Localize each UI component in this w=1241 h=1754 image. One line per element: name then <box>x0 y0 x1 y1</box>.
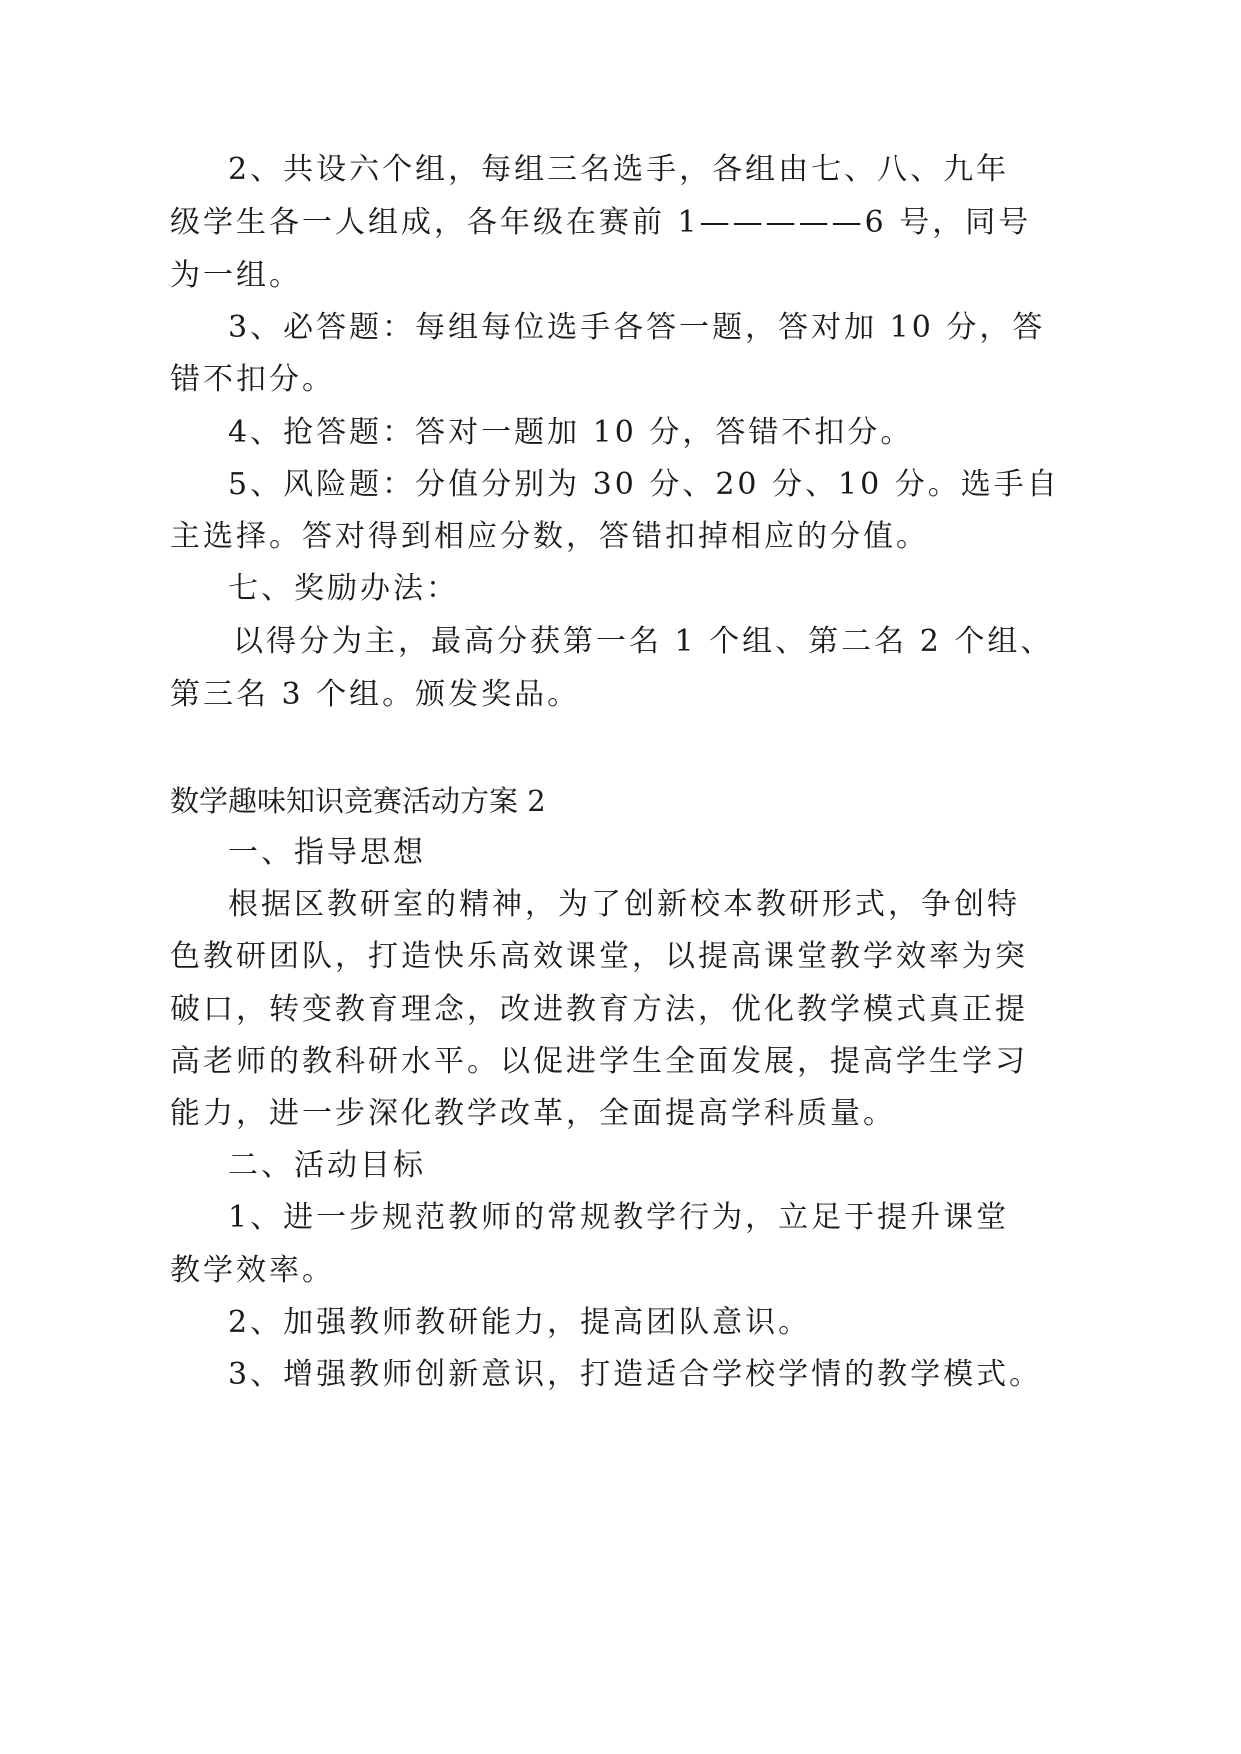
guiding-paragraph-line-4: 高老师的教科研水平。以促进学生全面发展，提高学生学习 <box>170 1044 1028 1079</box>
rule-item-2-line-1: 2、共设六个组，每组三名选手，各组由七、八、九年 <box>228 152 1010 187</box>
guiding-paragraph-line-3: 破口，转变教育理念，改进教育方法，优化教学模式真正提 <box>170 992 1028 1027</box>
section-title: 数学趣味知识竞赛活动方案 2 <box>170 784 546 818</box>
goal-3-line-1: 3、增强教师创新意识，打造适合学校学情的教学模式。 <box>228 1357 1043 1392</box>
rule-item-5-line-2: 主选择。答对得到相应分数，答错扣掉相应的分值。 <box>170 519 929 554</box>
rule-item-3-line-1: 3、必答题：每组每位选手各答一题，答对加 10 分，答 <box>228 310 1046 345</box>
rule-item-2-line-3: 为一组。 <box>170 258 302 293</box>
heading-guiding-ideology: 一、指导思想 <box>228 835 426 870</box>
rule-item-4-line-1: 4、抢答题：答对一题加 10 分，答错不扣分。 <box>228 415 914 450</box>
reward-line-1: 以得分为主，最高分获第一名 1 个组、第二名 2 个组、 <box>233 624 1054 659</box>
goal-1-line-2: 教学效率。 <box>170 1253 335 1288</box>
guiding-paragraph-line-2: 色教研团队，打造快乐高效课堂，以提高课堂教学效率为突 <box>170 939 1028 974</box>
guiding-paragraph-line-1: 根据区教研室的精神，为了创新校本教研形式，争创特 <box>228 887 1020 922</box>
guiding-paragraph-line-5: 能力，进一步深化教学改革，全面提高学科质量。 <box>170 1096 896 1131</box>
goal-2-line-1: 2、加强教师教研能力，提高团队意识。 <box>228 1305 812 1340</box>
heading-activity-goals: 二、活动目标 <box>228 1148 426 1183</box>
goal-1-line-1: 1、进一步规范教师的常规教学行为，立足于提升课堂 <box>228 1200 1010 1235</box>
rule-item-3-line-2: 错不扣分。 <box>170 362 335 397</box>
reward-heading: 七、奖励办法： <box>228 571 459 606</box>
rule-item-5-line-1: 5、风险题：分值分别为 30 分、20 分、10 分。选手自 <box>228 467 1060 502</box>
rule-item-2-line-2: 级学生各一人组成，各年级在赛前 1—————6 号，同号 <box>170 205 1032 240</box>
reward-line-2: 第三名 3 个组。颁发奖品。 <box>170 677 581 712</box>
